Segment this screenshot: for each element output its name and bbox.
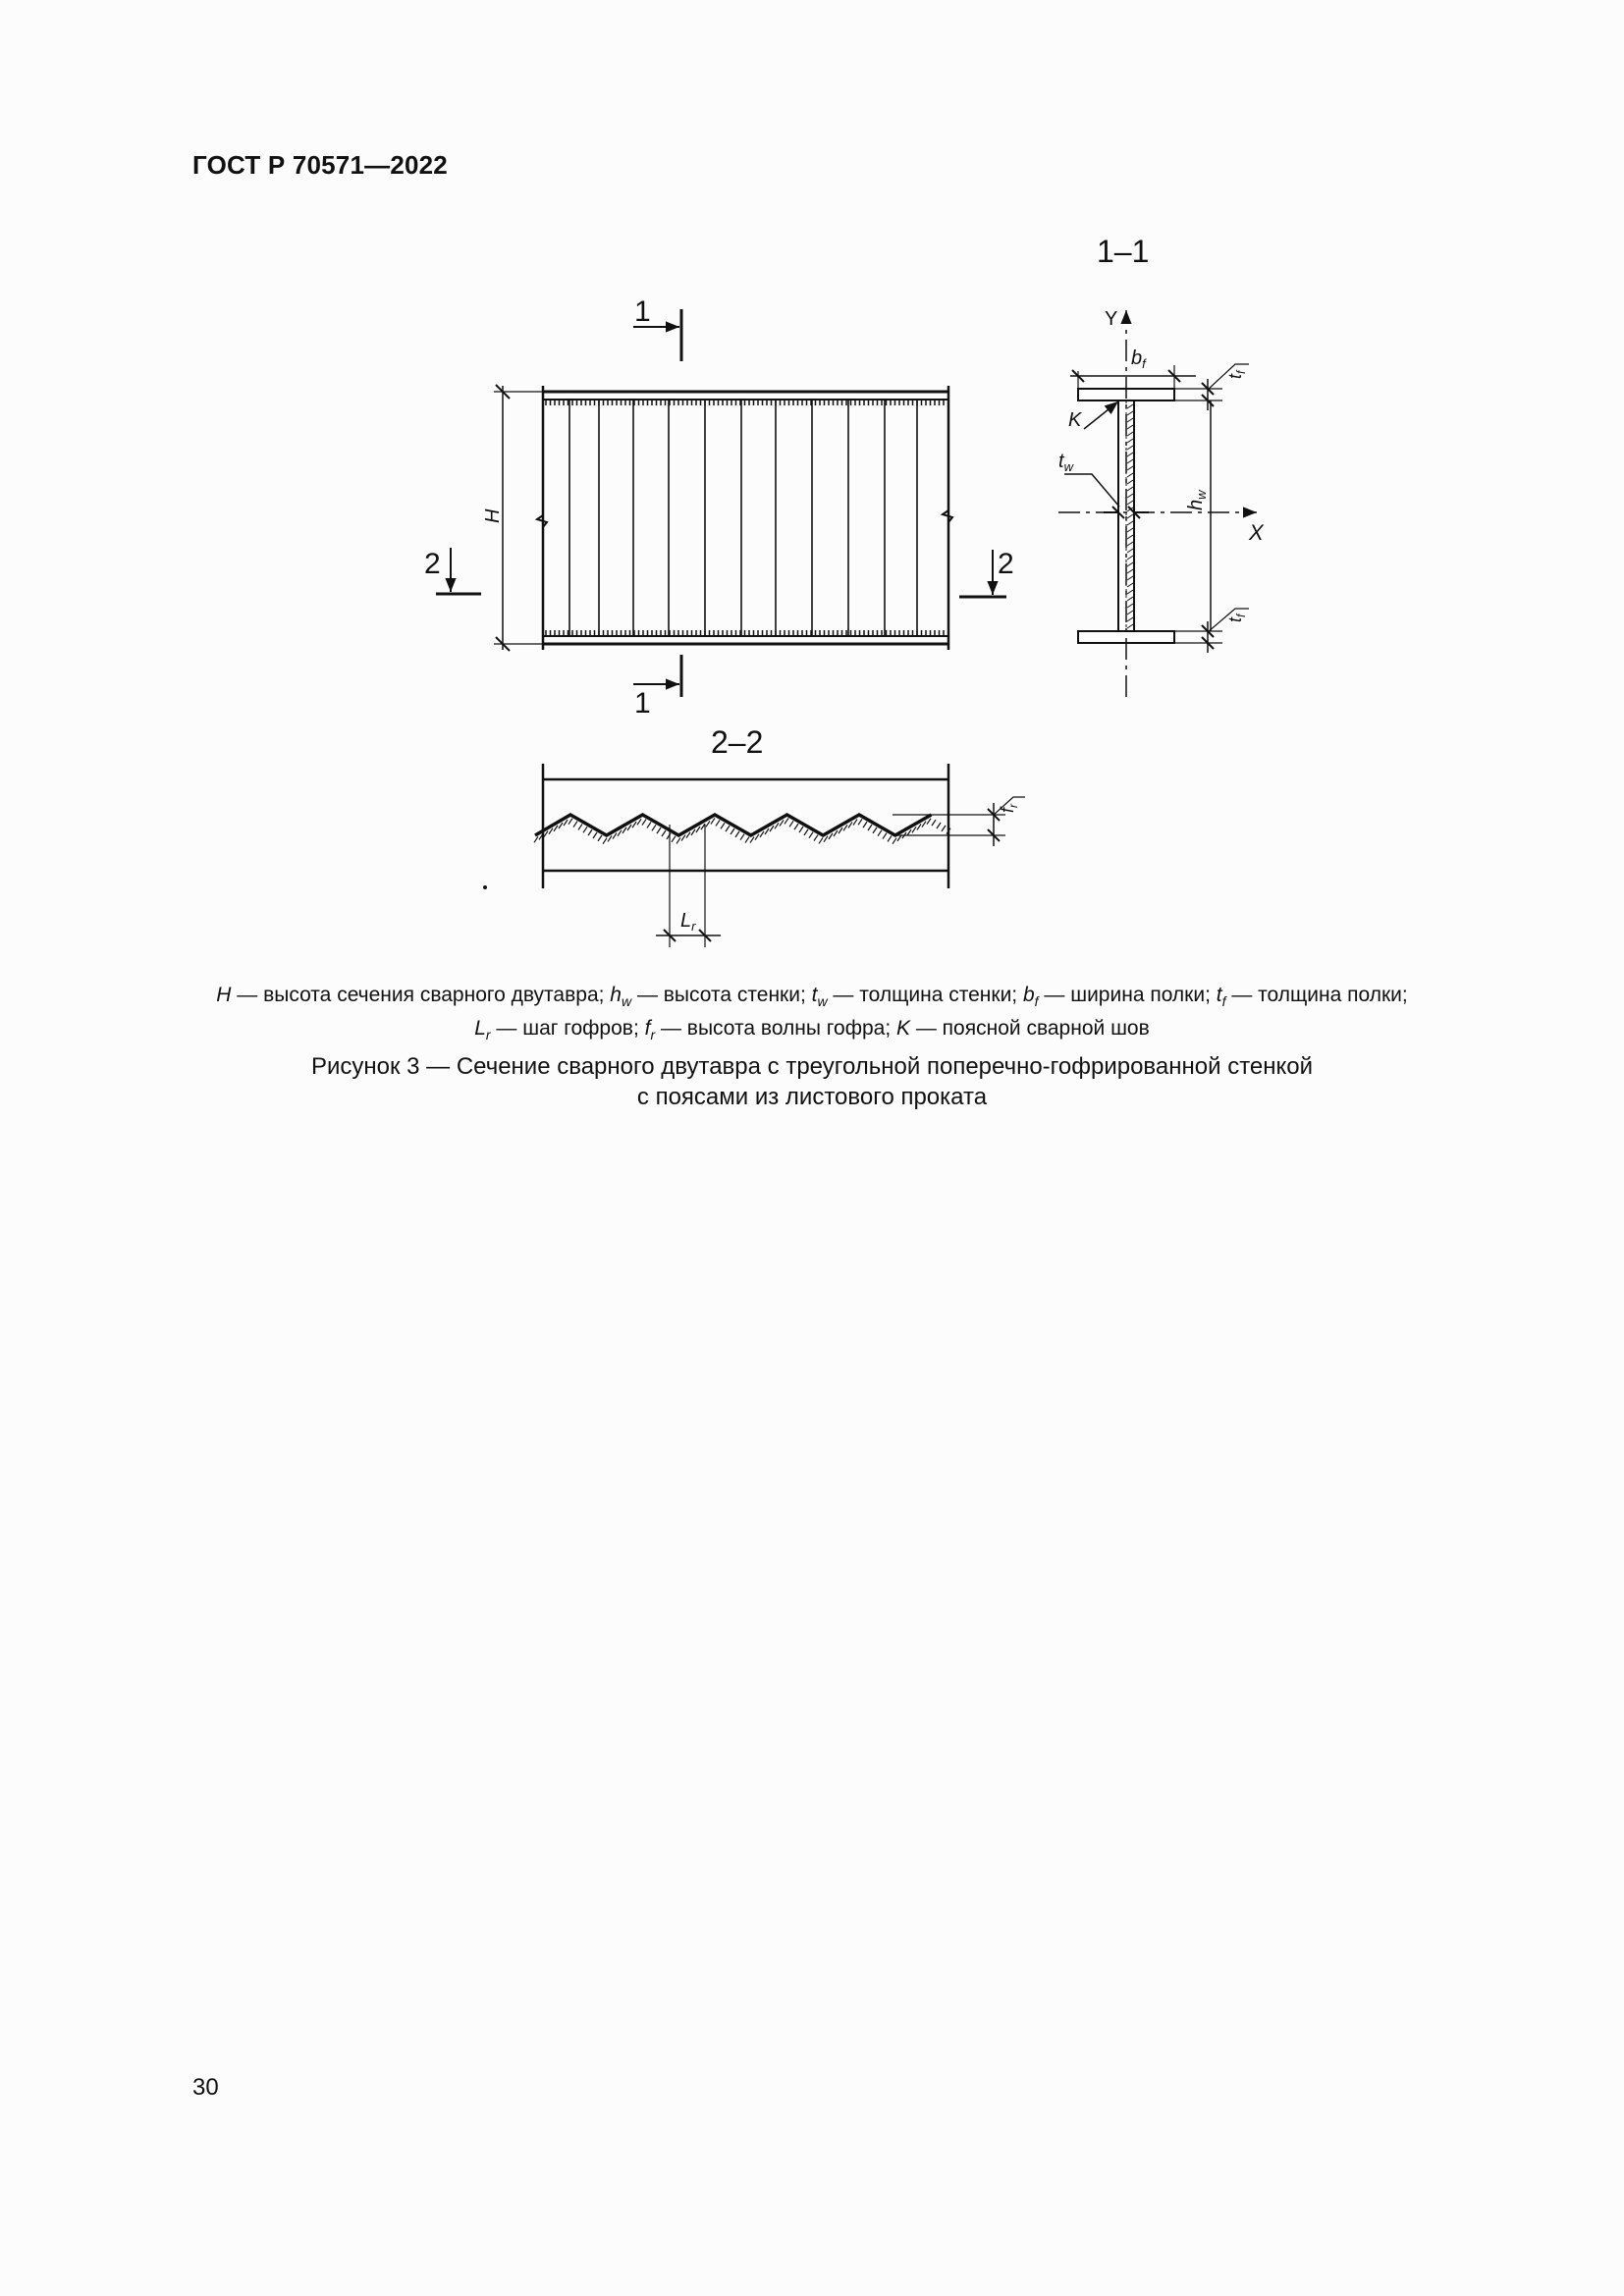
cross-section-view xyxy=(1058,310,1257,697)
figure-legend xyxy=(157,982,1467,1048)
cut-mark-2-right: 2 xyxy=(998,548,1014,580)
caption-line-2: с поясами из листового проката xyxy=(636,1084,988,1110)
section-label-1-1: 1–1 xyxy=(1097,234,1150,269)
dim-tw: $t_w$ xyxy=(1058,451,1073,474)
dim-Lr: $L_r$ xyxy=(680,910,696,934)
weld-K-label: K xyxy=(1068,409,1082,431)
legend-item: K — поясной сварной шов xyxy=(896,1017,1150,1041)
cut-mark-1-top: 1 xyxy=(634,295,651,328)
legend-item: $L_r$ — шаг гофров; xyxy=(474,1017,645,1043)
section-label-2-2: 2–2 xyxy=(711,724,764,760)
dim-H: H xyxy=(482,508,504,523)
legend-line-2 xyxy=(157,1015,1467,1048)
axis-x-label: X xyxy=(1249,520,1264,545)
axis-y-label: Y xyxy=(1105,308,1118,330)
legend-line-1 xyxy=(157,982,1467,1015)
dim-hw: $h_w$ xyxy=(1185,490,1209,510)
legend-item: H — высота сечения сварного двутавра; xyxy=(216,984,611,1006)
corrugation-section-view xyxy=(484,764,1025,947)
legend-item: $t_f$ — толщина полки; xyxy=(1216,984,1408,1010)
figure-caption xyxy=(157,1051,1467,1112)
legend-item: $b_f$ — ширина полки; xyxy=(1022,984,1217,1010)
cut-mark-2-left: 2 xyxy=(424,548,441,580)
dim-tf-bottom: $t_f$ xyxy=(1225,614,1248,622)
dim-tf-top: $t_f$ xyxy=(1225,370,1248,379)
page-number: 30 xyxy=(192,2074,219,2101)
legend-item: $t_w$ — толщина стенки; xyxy=(811,984,1023,1010)
elevation-view xyxy=(436,309,1006,697)
caption-line-1: Рисунок 3 — Сечение сварного двутавра с треугольной поперечно-гофрированной стенкой xyxy=(310,1053,1314,1080)
legend-item: $f_r$ — высота волны гофра; xyxy=(644,1017,896,1043)
legend-item: $h_w$ — высота стенки; xyxy=(610,984,812,1010)
document-header: ГОСТ Р 70571—2022 xyxy=(192,150,448,180)
dim-fr: $f_r$ xyxy=(998,803,1020,813)
dim-bf: $b_f$ xyxy=(1131,347,1146,371)
cut-mark-1-bottom: 1 xyxy=(634,687,651,720)
